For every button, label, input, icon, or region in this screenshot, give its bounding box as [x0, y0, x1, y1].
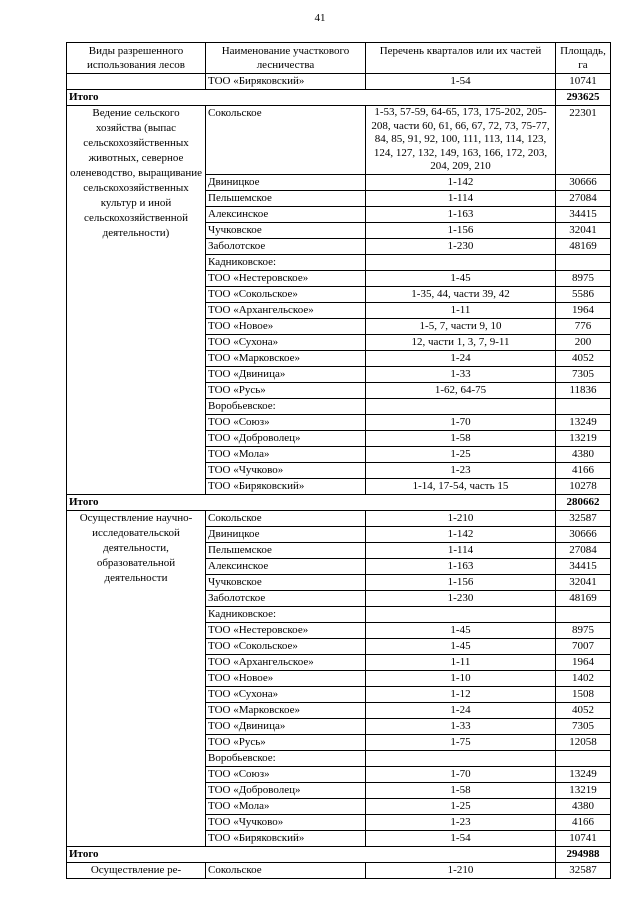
- total-label: Итого: [67, 494, 556, 510]
- area-cell: [556, 750, 611, 766]
- quarters-cell: 1-45: [366, 622, 556, 638]
- total-row: [67, 90, 611, 106]
- area-cell: 7305: [556, 366, 611, 382]
- area-cell: 7305: [556, 718, 611, 734]
- page-number: 41: [314, 12, 326, 24]
- quarters-cell: 1-24: [366, 702, 556, 718]
- quarters-cell: 1-33: [366, 366, 556, 382]
- quarters-cell: 1-163: [366, 206, 556, 222]
- use-cell: [67, 74, 206, 90]
- use-type-cell: Ведение сельского хозяйства (выпас сельскохозяйственных животных, северное оленеводство, выращивание сельскохозяйственных культур и иной сельскохозяйственной деятельности): [67, 106, 206, 495]
- quarters-cell: 1-5, 7, части 9, 10: [366, 318, 556, 334]
- area-cell: 4052: [556, 350, 611, 366]
- area-cell: 4052: [556, 702, 611, 718]
- table-body: [67, 74, 611, 879]
- area-cell: 48169: [556, 590, 611, 606]
- district-cell: ТОО «Биряковский»: [206, 74, 366, 90]
- total-row: [67, 846, 611, 862]
- quarters-cell: 1-25: [366, 798, 556, 814]
- quarters-cell: 1-163: [366, 558, 556, 574]
- district-cell: ТОО «Архангельское»: [206, 654, 366, 670]
- area-cell: 1402: [556, 670, 611, 686]
- area-cell: 5586: [556, 286, 611, 302]
- district-cell: Воробьевское:: [206, 750, 366, 766]
- area-cell: 8975: [556, 270, 611, 286]
- area-cell: 1964: [556, 302, 611, 318]
- district-cell: ТОО «Новое»: [206, 318, 366, 334]
- quarters-cell: 1-53, 57-59, 64-65, 173, 175-202, 205-208, части 60, 61, 66, 67, 72, 73, 75-77, 84, 85, 91, 92, 100, 111, 113, 114, 123, 124, 127, 132, 149, 163, 166, 172, 203, 204, 209, 210: [366, 106, 556, 175]
- quarters-cell: 1-75: [366, 734, 556, 750]
- district-cell: ТОО «Марковское»: [206, 702, 366, 718]
- total-label: Итого: [67, 846, 556, 862]
- total-value: 280662: [556, 494, 611, 510]
- area-cell: 1508: [556, 686, 611, 702]
- district-cell: Кадниковское:: [206, 606, 366, 622]
- area-cell: [556, 398, 611, 414]
- district-cell: ТОО «Нестеровское»: [206, 270, 366, 286]
- area-cell: 4380: [556, 798, 611, 814]
- quarters-cell: 1-33: [366, 718, 556, 734]
- district-cell: Пельшемское: [206, 542, 366, 558]
- table-row: [67, 74, 611, 90]
- district-cell: ТОО «Русь»: [206, 382, 366, 398]
- district-cell: Сокольское: [206, 106, 366, 175]
- quarters-cell: [366, 750, 556, 766]
- quarters-cell: 1-62, 64-75: [366, 382, 556, 398]
- district-cell: ТОО «Доброволец»: [206, 430, 366, 446]
- district-cell: ТОО «Чучково»: [206, 462, 366, 478]
- area-cell: [556, 606, 611, 622]
- area-cell: 4166: [556, 814, 611, 830]
- district-cell: ТОО «Мола»: [206, 798, 366, 814]
- quarters-cell: 1-35, 44, части 39, 42: [366, 286, 556, 302]
- quarters-cell: 1-10: [366, 670, 556, 686]
- district-cell: Заболотское: [206, 238, 366, 254]
- quarters-cell: 1-11: [366, 302, 556, 318]
- district-cell: Сокольское: [206, 862, 366, 878]
- district-cell: ТОО «Биряковский»: [206, 478, 366, 494]
- quarters-cell: 1-230: [366, 238, 556, 254]
- district-cell: ТОО «Сухона»: [206, 334, 366, 350]
- quarters-cell: 12, части 1, 3, 7, 9-11: [366, 334, 556, 350]
- district-cell: ТОО «Нестеровское»: [206, 622, 366, 638]
- quarters-cell: 1-156: [366, 222, 556, 238]
- area-cell: 8975: [556, 622, 611, 638]
- area-cell: 32041: [556, 222, 611, 238]
- area-cell: 10741: [556, 830, 611, 846]
- quarters-cell: 1-23: [366, 814, 556, 830]
- district-cell: Алексинское: [206, 206, 366, 222]
- area-cell: 32587: [556, 510, 611, 526]
- quarters-cell: 1-230: [366, 590, 556, 606]
- district-cell: ТОО «Русь»: [206, 734, 366, 750]
- quarters-cell: 1-45: [366, 270, 556, 286]
- district-cell: ТОО «Союз»: [206, 766, 366, 782]
- table-header-row: [67, 43, 611, 74]
- area-cell: 10278: [556, 478, 611, 494]
- district-cell: ТОО «Сухона»: [206, 686, 366, 702]
- table-row: [67, 106, 611, 175]
- area-cell: 10741: [556, 74, 611, 90]
- area-cell: 32587: [556, 862, 611, 878]
- quarters-cell: 1-58: [366, 782, 556, 798]
- district-cell: ТОО «Марковское»: [206, 350, 366, 366]
- area-cell: 13249: [556, 414, 611, 430]
- quarters-cell: 1-12: [366, 686, 556, 702]
- quarters-cell: 1-24: [366, 350, 556, 366]
- district-cell: ТОО «Двиница»: [206, 718, 366, 734]
- total-row: [67, 494, 611, 510]
- district-cell: ТОО «Двиница»: [206, 366, 366, 382]
- quarters-cell: [366, 606, 556, 622]
- area-cell: 48169: [556, 238, 611, 254]
- area-cell: 27084: [556, 190, 611, 206]
- quarters-cell: 1-11: [366, 654, 556, 670]
- quarters-cell: 1-114: [366, 190, 556, 206]
- quarters-cell: 1-210: [366, 862, 556, 878]
- area-cell: 13249: [556, 766, 611, 782]
- district-cell: ТОО «Сокольское»: [206, 286, 366, 302]
- district-cell: Сокольское: [206, 510, 366, 526]
- quarters-cell: 1-142: [366, 526, 556, 542]
- quarters-cell: 1-156: [366, 574, 556, 590]
- district-cell: Двиницкое: [206, 526, 366, 542]
- quarters-cell: 1-58: [366, 430, 556, 446]
- district-cell: Алексинское: [206, 558, 366, 574]
- area-cell: 34415: [556, 206, 611, 222]
- area-cell: 13219: [556, 430, 611, 446]
- table-row: [67, 510, 611, 526]
- area-cell: 22301: [556, 106, 611, 175]
- quarters-cell: [366, 398, 556, 414]
- district-cell: Чучковское: [206, 574, 366, 590]
- total-value: 294988: [556, 846, 611, 862]
- quarters-cell: 1-114: [366, 542, 556, 558]
- header-use: Виды разрешенного использования лесов: [67, 43, 206, 74]
- area-cell: 1964: [556, 654, 611, 670]
- district-cell: Кадниковское:: [206, 254, 366, 270]
- header-quarters: Перечень кварталов или их частей: [366, 43, 556, 74]
- quarters-cell: [366, 254, 556, 270]
- quarters-cell: 1-23: [366, 462, 556, 478]
- area-cell: 4380: [556, 446, 611, 462]
- quarters-cell: 1-142: [366, 174, 556, 190]
- district-cell: Двиницкое: [206, 174, 366, 190]
- area-cell: 7007: [556, 638, 611, 654]
- table-row: [67, 862, 611, 878]
- area-cell: 34415: [556, 558, 611, 574]
- district-cell: ТОО «Мола»: [206, 446, 366, 462]
- quarters-cell: 1-14, 17-54, часть 15: [366, 478, 556, 494]
- district-cell: Воробьевское:: [206, 398, 366, 414]
- quarters-cell: 1-25: [366, 446, 556, 462]
- total-label: Итого: [67, 90, 556, 106]
- header-district: Наименование участкового лесничества: [206, 43, 366, 74]
- area-cell: 776: [556, 318, 611, 334]
- use-type-cell: Осуществление ре-: [67, 862, 206, 878]
- quarters-cell: 1-54: [366, 74, 556, 90]
- quarters-cell: 1-70: [366, 414, 556, 430]
- area-cell: 11836: [556, 382, 611, 398]
- quarters-cell: 1-45: [366, 638, 556, 654]
- district-cell: ТОО «Биряковский»: [206, 830, 366, 846]
- district-cell: Чучковское: [206, 222, 366, 238]
- quarters-cell: 1-210: [366, 510, 556, 526]
- header-area: Площадь, га: [556, 43, 611, 74]
- total-value: 293625: [556, 90, 611, 106]
- district-cell: ТОО «Чучково»: [206, 814, 366, 830]
- quarters-cell: 1-70: [366, 766, 556, 782]
- area-cell: 30666: [556, 526, 611, 542]
- forest-use-table: [66, 42, 611, 879]
- district-cell: ТОО «Доброволец»: [206, 782, 366, 798]
- area-cell: 32041: [556, 574, 611, 590]
- district-cell: ТОО «Сокольское»: [206, 638, 366, 654]
- district-cell: ТОО «Союз»: [206, 414, 366, 430]
- area-cell: 200: [556, 334, 611, 350]
- area-cell: 30666: [556, 174, 611, 190]
- area-cell: 12058: [556, 734, 611, 750]
- district-cell: ТОО «Архангельское»: [206, 302, 366, 318]
- area-cell: 4166: [556, 462, 611, 478]
- quarters-cell: 1-54: [366, 830, 556, 846]
- district-cell: Пельшемское: [206, 190, 366, 206]
- area-cell: 13219: [556, 782, 611, 798]
- area-cell: 27084: [556, 542, 611, 558]
- use-type-cell: Осуществление научно-исследовательской деятельности, образовательной деятельности: [67, 510, 206, 846]
- district-cell: ТОО «Новое»: [206, 670, 366, 686]
- area-cell: [556, 254, 611, 270]
- district-cell: Заболотское: [206, 590, 366, 606]
